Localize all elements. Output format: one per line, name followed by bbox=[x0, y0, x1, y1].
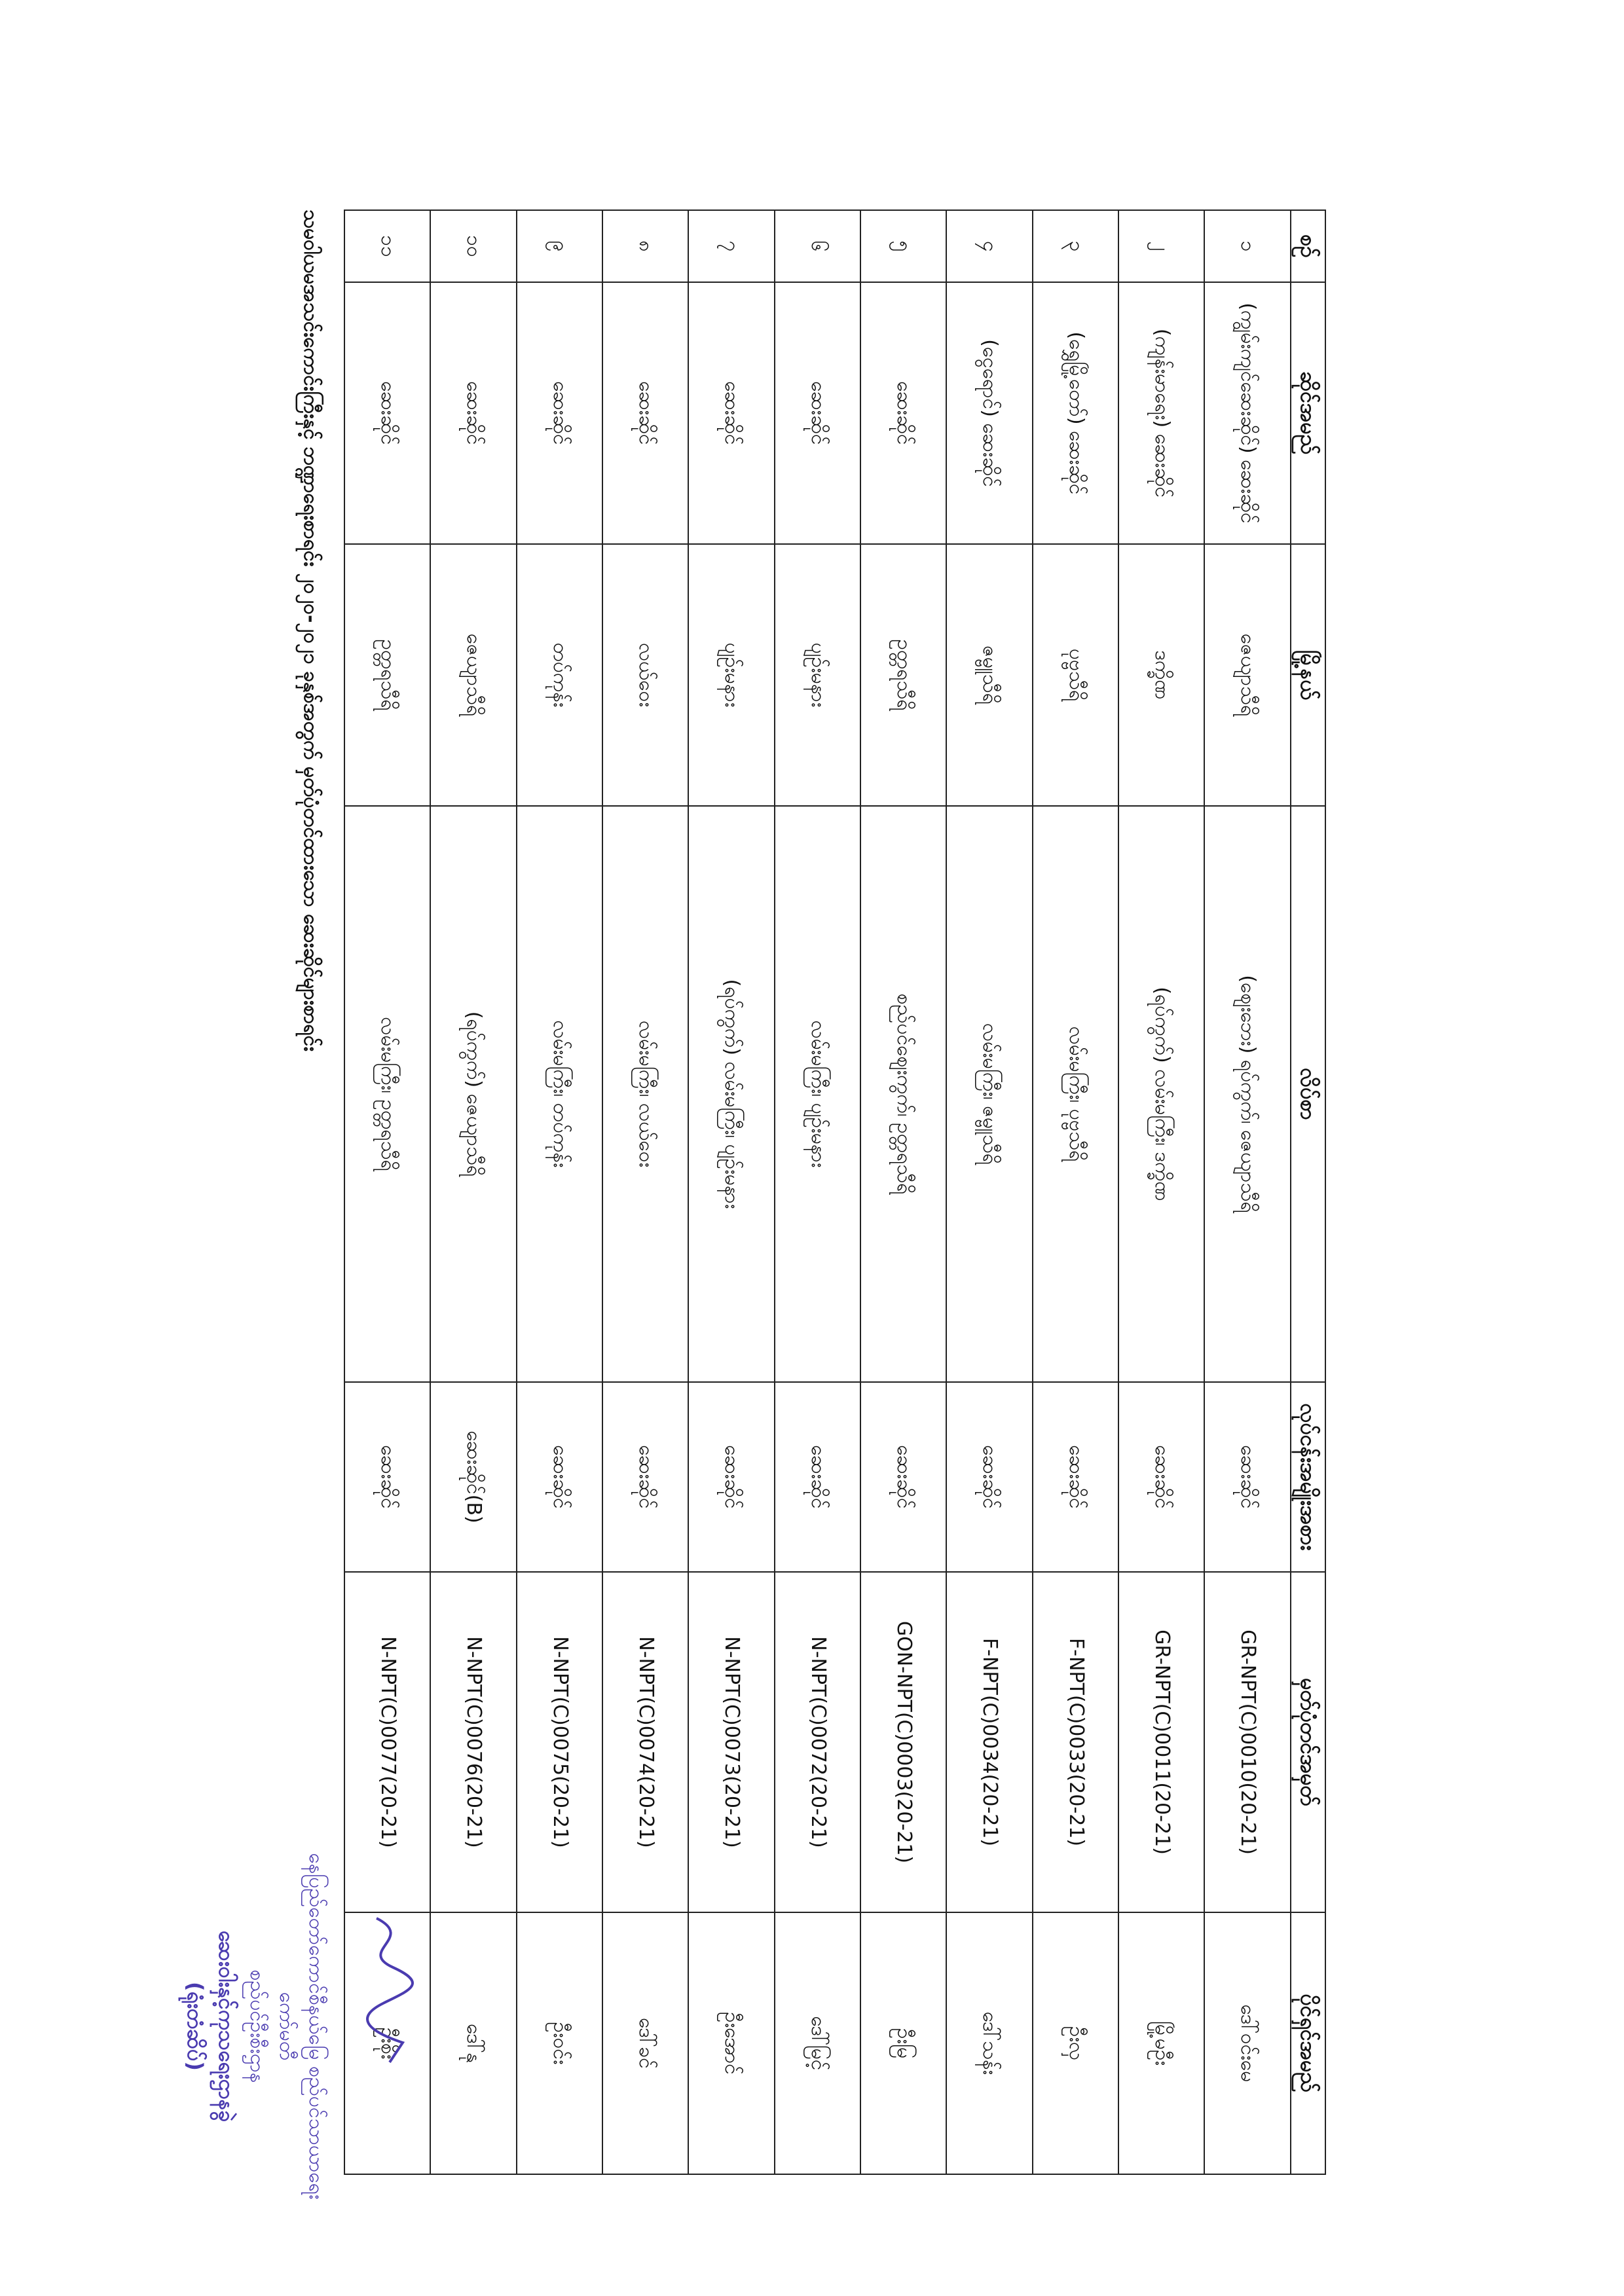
col-header-type: လုပ်ငန်းအမျိုးအစား bbox=[1291, 1382, 1325, 1572]
cell-address: လမ်းမကြီး၊ ဥတ္တရသီရိ bbox=[344, 806, 430, 1382]
cell-remark: ဦးဝင်း bbox=[517, 1912, 602, 2174]
cell-no: ၂ bbox=[1118, 210, 1204, 282]
cell-type: ဆေးဆိုင် bbox=[517, 1382, 602, 1572]
cell-reg: GR-NPT(C)0011(20-21) bbox=[1118, 1572, 1204, 1912]
cell-type: ဆေးဆိုင် bbox=[775, 1382, 860, 1572]
cell-township: ဇမ္ဗူသီရိ bbox=[946, 544, 1032, 806]
cell-type: ဆေးဆိုင် bbox=[688, 1382, 774, 1572]
cell-township: ဒက္ခိဏ bbox=[1118, 544, 1204, 806]
cell-address: လမ်းမကြီး၊ လယ်ဝေး bbox=[602, 806, 688, 1382]
table-row bbox=[775, 210, 860, 2174]
cell-address: (ရပ်ကွက်) လမ်းမကြီး၊ ဒက္ခိဏ bbox=[1118, 806, 1204, 1382]
cell-township: ဥတ္တရသီရိ bbox=[860, 544, 946, 806]
cell-reg: F-NPT(C)0034(20-21) bbox=[946, 1572, 1032, 1912]
col-header-no: စဉ် bbox=[1291, 210, 1325, 282]
cell-no: ၄ bbox=[946, 210, 1032, 282]
cell-type: ဆေးဆိုင် bbox=[1204, 1382, 1290, 1572]
handwritten-signature bbox=[350, 1912, 429, 2069]
cell-reg: N-NPT(C)0073(20-21) bbox=[688, 1572, 774, 1912]
table-row bbox=[1118, 210, 1204, 2174]
cell-name: ဆေးဆိုင် bbox=[775, 282, 860, 544]
cell-no: ၁၁ bbox=[344, 210, 430, 282]
cell-address: (ရပ်ကွက်) ဇေယျာသီရိ bbox=[430, 806, 516, 1382]
cell-address: (ဈေးဘေး) ရပ်ကွက်၊ ဇေယျာသီရိ bbox=[1204, 806, 1290, 1382]
table-row bbox=[946, 210, 1032, 2174]
table-row bbox=[1033, 210, 1118, 2174]
cell-address: လမ်းမကြီး၊ တပ်ကုန်း bbox=[517, 806, 602, 1382]
cell-no: ၃ bbox=[1033, 210, 1118, 282]
cell-remark: ဒေါ်ဝင်းမေ bbox=[1204, 1912, 1290, 2174]
cell-address: စည်ပင်ဈေးကွက်၊ ဥတ္တရသီရိ bbox=[860, 806, 946, 1382]
cell-name: (ကျန်းမာရေး) ဆေးဆိုင် bbox=[1118, 282, 1204, 544]
cell-type: ဆေးဆိုင် bbox=[946, 1382, 1032, 1572]
cell-township: လယ်ဝေး bbox=[602, 544, 688, 806]
table-row bbox=[517, 210, 602, 2174]
cell-type: ဆေးဆိုင် bbox=[1118, 1382, 1204, 1572]
cell-no: ၈ bbox=[602, 210, 688, 282]
cell-township: တပ်ကုန်း bbox=[517, 544, 602, 806]
cell-type: ဆေးဆိုင် bbox=[344, 1382, 430, 1572]
cell-reg: GON-NPT(C)0003(20-21) bbox=[860, 1572, 946, 1912]
cell-address: လမ်းမကြီး၊ ဇမ္ဗူသီရိ bbox=[946, 806, 1032, 1382]
table-row bbox=[688, 210, 774, 2174]
cell-township: ဥတ္တရသီရိ bbox=[344, 544, 430, 806]
cell-name: (ငွေရောင်) ဆေးဆိုင် bbox=[946, 282, 1032, 544]
issuer-line-2: စည်ပင်ဦးစီးဌာန bbox=[246, 1969, 268, 2083]
cell-no: ၆ bbox=[775, 210, 860, 282]
table-row bbox=[602, 210, 688, 2174]
cell-remark: ဦးအောင် bbox=[688, 1912, 774, 2174]
cell-name: ဆေးဆိုင် bbox=[430, 282, 516, 544]
cell-remark: မြို့မဦး bbox=[1118, 1912, 1204, 2174]
cell-name: ဆေးဆိုင် bbox=[344, 282, 430, 544]
col-header-address: လိပ်စာ bbox=[1291, 806, 1325, 1382]
issuer-line-3: ဆေးဝါးနှင့်ကုသရေးဌာနခွဲ bbox=[214, 1930, 239, 2123]
cell-reg: N-NPT(C)0072(20-21) bbox=[775, 1572, 860, 1912]
cell-reg: GR-NPT(C)0010(20-21) bbox=[1204, 1572, 1290, 1912]
cell-type: ဆေးဆိုင် bbox=[860, 1382, 946, 1572]
cell-township: ဇေယျာသီရိ bbox=[1204, 544, 1290, 806]
cell-remark: ဦးစိုး bbox=[344, 1912, 430, 2174]
cell-township: ပျဉ်းမနား bbox=[775, 544, 860, 806]
cell-township: ပျဉ်းမနား bbox=[688, 544, 774, 806]
cell-township: ပုဗ္ဗသီရိ bbox=[1033, 544, 1118, 806]
cell-remark: ဒေါ်မြင့် bbox=[775, 1912, 860, 2174]
cell-no: ၉ bbox=[517, 210, 602, 282]
cell-reg: N-NPT(C)0074(20-21) bbox=[602, 1572, 688, 1912]
pharmacy-register-table bbox=[344, 210, 1326, 2175]
col-header-name: ဆိုင်အမည် bbox=[1291, 282, 1325, 544]
table-row bbox=[1204, 210, 1290, 2174]
cell-no: ၁၀ bbox=[430, 210, 516, 282]
document-title: သမဝါယမအသင်းကောင်းကြီးနှင့် ဘဏ္ဍာရေးစာရင်း ၂၀၂၀-၂၀၂၁ ခုနှစ်အတွက် မှတ်ပုံတင်ထားသော ဆေးဆိုင်များစာရင်း bbox=[299, 210, 322, 1052]
rotated-document bbox=[160, 151, 1405, 2246]
cell-type: ဆေးဆိုင် bbox=[602, 1382, 688, 1572]
col-header-township: မြို့နယ် bbox=[1291, 544, 1325, 806]
cell-address: (ရပ်ကွက်) လမ်းမကြီး၊ ပျဉ်းမနား bbox=[688, 806, 774, 1382]
cell-no: ၅ bbox=[860, 210, 946, 282]
cell-name: (ရွှေမြို့တော်) ဆေးဆိုင် bbox=[1033, 282, 1118, 544]
table-row bbox=[430, 210, 516, 2174]
issuer-header bbox=[179, 1823, 331, 2229]
col-header-remark: ပိုင်ရှင်အမည် bbox=[1291, 1912, 1325, 2174]
cell-address: လမ်းမကြီး၊ ပျဉ်းမနား bbox=[775, 806, 860, 1382]
cell-name: ဆေးဆိုင် bbox=[602, 282, 688, 544]
table-row bbox=[860, 210, 946, 2174]
cell-reg: N-NPT(C)0075(20-21) bbox=[517, 1572, 602, 1912]
cell-name: ဆေးဆိုင် bbox=[688, 282, 774, 544]
cell-type: ဆေးဆိုင် bbox=[1033, 1382, 1118, 1572]
table-row bbox=[344, 210, 430, 2174]
cell-remark: ဦးလှ bbox=[1033, 1912, 1118, 2174]
issuer-line-1: နေပြည်တော်ကောင်စီနယ်မြေ စည်ပင်သာယာရေးကော်မတီ bbox=[275, 1853, 327, 2200]
cell-remark: ဒေါ်နု bbox=[430, 1912, 516, 2174]
cell-name: ဆေးဆိုင် bbox=[860, 282, 946, 544]
cell-type: ဆေးဆိုင်(B) bbox=[430, 1382, 516, 1572]
cell-no: ၁ bbox=[1204, 210, 1290, 282]
cell-name: ဆေးဆိုင် bbox=[517, 282, 602, 544]
cell-remark: ဒေါ်ခင် bbox=[602, 1912, 688, 2174]
col-header-reg: မှတ်ပုံတင်အမှတ် bbox=[1291, 1572, 1325, 1912]
cell-reg: N-NPT(C)0077(20-21) bbox=[344, 1572, 430, 1912]
cell-address: လမ်းမကြီး၊ ပုဗ္ဗသီရိ bbox=[1033, 806, 1118, 1382]
cell-no: ၇ bbox=[688, 210, 774, 282]
table-header-row bbox=[1291, 210, 1325, 2174]
cell-township: ဇေယျာသီရိ bbox=[430, 544, 516, 806]
cell-reg: F-NPT(C)0033(20-21) bbox=[1033, 1572, 1118, 1912]
cell-name: (ကျွမ်းကျင်ဆေးဆိုင်) ဆေးဆိုင် bbox=[1204, 282, 1290, 544]
cell-reg: N-NPT(C)0076(20-21) bbox=[430, 1572, 516, 1912]
cell-remark: ဒေါ်သန်း bbox=[946, 1912, 1032, 2174]
issuer-line-4: (ရုံးတံဆိပ်) bbox=[183, 1981, 208, 2071]
cell-remark: ဦးမြ bbox=[860, 1912, 946, 2174]
